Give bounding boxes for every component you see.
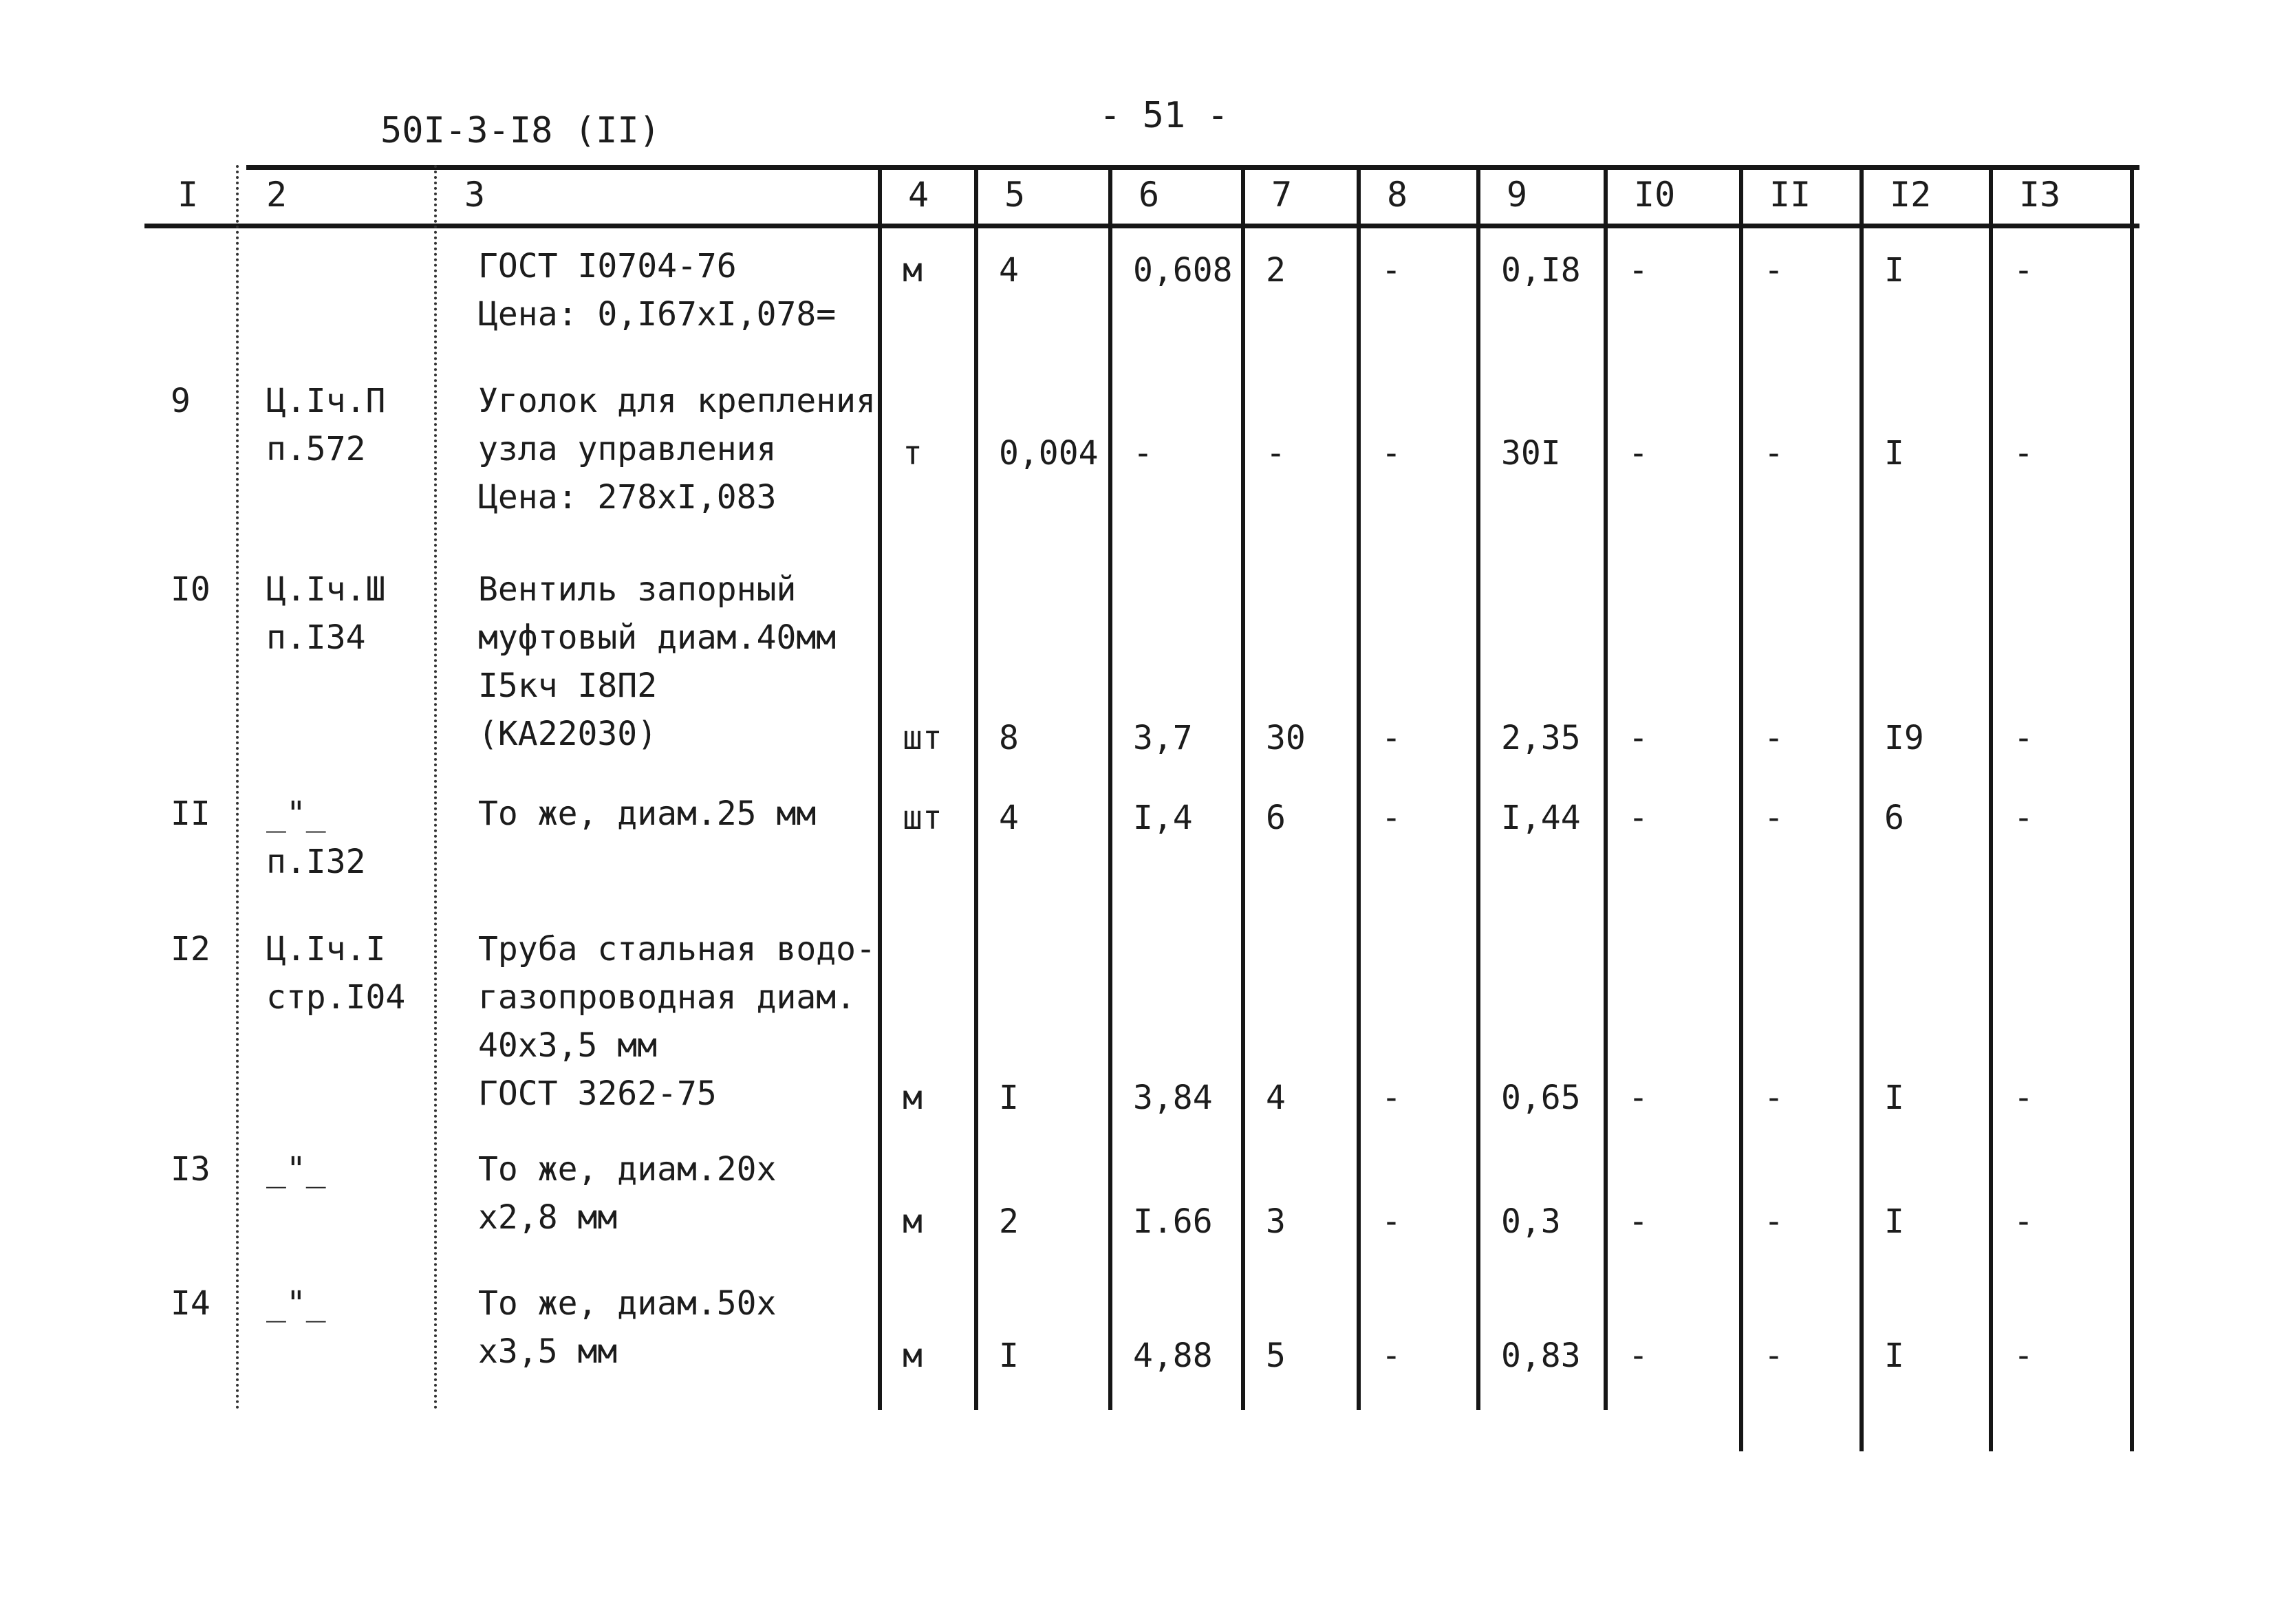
row-value-col-11: - — [1764, 1202, 1784, 1241]
row-reference: Ц.Iч.Ш — [266, 570, 386, 609]
row-value-col-6: I,4 — [1133, 799, 1193, 837]
row-value-col-12: I — [1884, 251, 1904, 290]
row-value-col-4: шт — [903, 719, 942, 757]
row-value-col-6: - — [1133, 434, 1153, 473]
row-value-col-9: 0,65 — [1501, 1079, 1581, 1117]
row-value-col-12: I — [1884, 1202, 1904, 1241]
column-header: I0 — [1634, 175, 1676, 215]
row-value-col-10: - — [1628, 719, 1648, 757]
row-value-col-8: - — [1381, 251, 1401, 290]
row-value-col-8: - — [1381, 1202, 1401, 1241]
row-value-col-11: - — [1764, 1079, 1784, 1117]
row-description: То же, диам.50x — [478, 1284, 777, 1323]
row-value-col-8: - — [1381, 1336, 1401, 1375]
row-reference: стр.I04 — [266, 978, 406, 1017]
row-value-col-9: 2,35 — [1501, 719, 1581, 757]
row-value-col-12: I9 — [1884, 719, 1924, 757]
row-value-col-4: м — [903, 1336, 923, 1375]
column-header: I2 — [1890, 175, 1932, 215]
row-value-col-10: - — [1628, 799, 1648, 837]
row-value-col-10: - — [1628, 1336, 1648, 1375]
column-divider — [236, 165, 241, 1410]
row-number: 9 — [171, 382, 191, 420]
row-description: x2,8 мм — [478, 1198, 618, 1237]
row-reference: _"_ — [266, 1284, 326, 1323]
row-description: ГОСТ 3262-75 — [478, 1074, 717, 1113]
row-value-col-11: - — [1764, 1336, 1784, 1375]
column-header: I — [177, 175, 199, 215]
column-divider — [2130, 165, 2134, 1451]
row-number: II — [171, 794, 211, 833]
column-header: 7 — [1271, 175, 1293, 215]
header-bottom-rule — [144, 224, 2139, 228]
row-reference: п.I34 — [266, 618, 366, 657]
column-header: 8 — [1387, 175, 1408, 215]
row-description: Цена: 0,I67xI,078= — [478, 295, 837, 334]
row-value-col-10: - — [1628, 1202, 1648, 1241]
row-description: (КА22030) — [478, 715, 658, 753]
column-divider — [1989, 165, 1993, 1451]
column-header: 3 — [464, 175, 486, 215]
row-value-col-6: 3,7 — [1133, 719, 1193, 757]
row-value-col-11: - — [1764, 799, 1784, 837]
row-value-col-5: 4 — [999, 251, 1019, 290]
row-value-col-8: - — [1381, 799, 1401, 837]
row-reference: п.I32 — [266, 843, 366, 881]
column-header: 2 — [266, 175, 288, 215]
row-value-col-9: 0,I8 — [1501, 251, 1581, 290]
column-divider — [1241, 165, 1245, 1410]
column-divider — [1108, 165, 1112, 1410]
row-value-col-4: т — [903, 434, 923, 473]
row-value-col-6: 0,608 — [1133, 251, 1233, 290]
row-reference: _"_ — [266, 794, 326, 833]
document-code: 50I-3-I8 (II) — [380, 110, 660, 151]
row-value-col-7: 2 — [1266, 251, 1286, 290]
row-value-col-7: 6 — [1266, 799, 1286, 837]
row-description: То же, диам.20x — [478, 1150, 777, 1189]
row-value-col-5: 8 — [999, 719, 1019, 757]
row-value-col-9: 30I — [1501, 434, 1561, 473]
row-value-col-13: - — [2014, 251, 2034, 290]
row-value-col-12: I — [1884, 434, 1904, 473]
column-header: 4 — [908, 175, 929, 215]
row-description: Вентиль запорный — [478, 570, 797, 609]
row-value-col-11: - — [1764, 434, 1784, 473]
row-value-col-9: 0,83 — [1501, 1336, 1581, 1375]
row-value-col-12: I — [1884, 1336, 1904, 1375]
row-description: Уголок для крепления — [478, 382, 876, 420]
column-divider — [1859, 165, 1864, 1451]
row-value-col-5: I — [999, 1336, 1019, 1375]
row-description: Цена: 278xI,083 — [478, 478, 777, 517]
column-divider — [974, 165, 978, 1410]
row-value-col-13: - — [2014, 719, 2034, 757]
row-description: ГОСТ I0704-76 — [478, 247, 737, 285]
row-value-col-9: I,44 — [1501, 799, 1581, 837]
table-top-rule — [246, 165, 2139, 170]
column-divider — [434, 165, 440, 1410]
row-description: x3,5 мм — [478, 1332, 618, 1371]
row-value-col-7: 3 — [1266, 1202, 1286, 1241]
row-value-col-10: - — [1628, 1079, 1648, 1117]
row-value-col-11: - — [1764, 251, 1784, 290]
row-value-col-10: - — [1628, 434, 1648, 473]
row-description: 40x3,5 мм — [478, 1026, 658, 1065]
row-number: I4 — [171, 1284, 211, 1323]
row-value-col-6: 3,84 — [1133, 1079, 1213, 1117]
column-header: I3 — [2019, 175, 2061, 215]
row-value-col-6: 4,88 — [1133, 1336, 1213, 1375]
column-header: 5 — [1004, 175, 1026, 215]
row-value-col-4: м — [903, 1202, 923, 1241]
row-description: узла управления — [478, 430, 777, 468]
column-divider — [1357, 165, 1361, 1410]
row-description: I5кч I8П2 — [478, 667, 658, 705]
page-number: - 51 - — [1099, 95, 1229, 136]
row-reference: Ц.Iч.I — [266, 930, 386, 968]
row-value-col-13: - — [2014, 799, 2034, 837]
row-value-col-9: 0,3 — [1501, 1202, 1561, 1241]
row-value-col-12: I — [1884, 1079, 1904, 1117]
row-value-col-7: - — [1266, 434, 1286, 473]
row-value-col-13: - — [2014, 1202, 2034, 1241]
row-value-col-8: - — [1381, 434, 1401, 473]
row-description: муфтовый диам.40мм — [478, 618, 837, 657]
column-header: II — [1769, 175, 1811, 215]
row-reference: п.572 — [266, 430, 366, 468]
row-value-col-8: - — [1381, 719, 1401, 757]
row-number: I2 — [171, 930, 211, 968]
row-value-col-6: I.66 — [1133, 1202, 1213, 1241]
row-value-col-4: м — [903, 1079, 923, 1117]
row-value-col-5: I — [999, 1079, 1019, 1117]
row-value-col-10: - — [1628, 251, 1648, 290]
row-value-col-5: 4 — [999, 799, 1019, 837]
row-value-col-13: - — [2014, 434, 2034, 473]
row-value-col-12: 6 — [1884, 799, 1904, 837]
row-description: Труба стальная водо- — [478, 930, 876, 968]
row-number: I0 — [171, 570, 211, 609]
column-divider — [1739, 165, 1743, 1451]
row-value-col-8: - — [1381, 1079, 1401, 1117]
column-header: 6 — [1139, 175, 1160, 215]
row-reference: Ц.Iч.П — [266, 382, 386, 420]
row-number: I3 — [171, 1150, 211, 1189]
column-divider — [1604, 165, 1608, 1410]
column-header: 9 — [1507, 175, 1528, 215]
row-description: То же, диам.25 мм — [478, 794, 817, 833]
row-description: газопроводная диам. — [478, 978, 856, 1017]
row-reference: _"_ — [266, 1150, 326, 1189]
row-value-col-4: м — [903, 251, 923, 290]
column-divider — [878, 165, 882, 1410]
row-value-col-5: 0,004 — [999, 434, 1099, 473]
row-value-col-4: шт — [903, 799, 942, 837]
row-value-col-7: 4 — [1266, 1079, 1286, 1117]
row-value-col-5: 2 — [999, 1202, 1019, 1241]
column-divider — [1476, 165, 1480, 1410]
row-value-col-13: - — [2014, 1336, 2034, 1375]
row-value-col-11: - — [1764, 719, 1784, 757]
row-value-col-7: 5 — [1266, 1336, 1286, 1375]
row-value-col-13: - — [2014, 1079, 2034, 1117]
row-value-col-7: 30 — [1266, 719, 1306, 757]
